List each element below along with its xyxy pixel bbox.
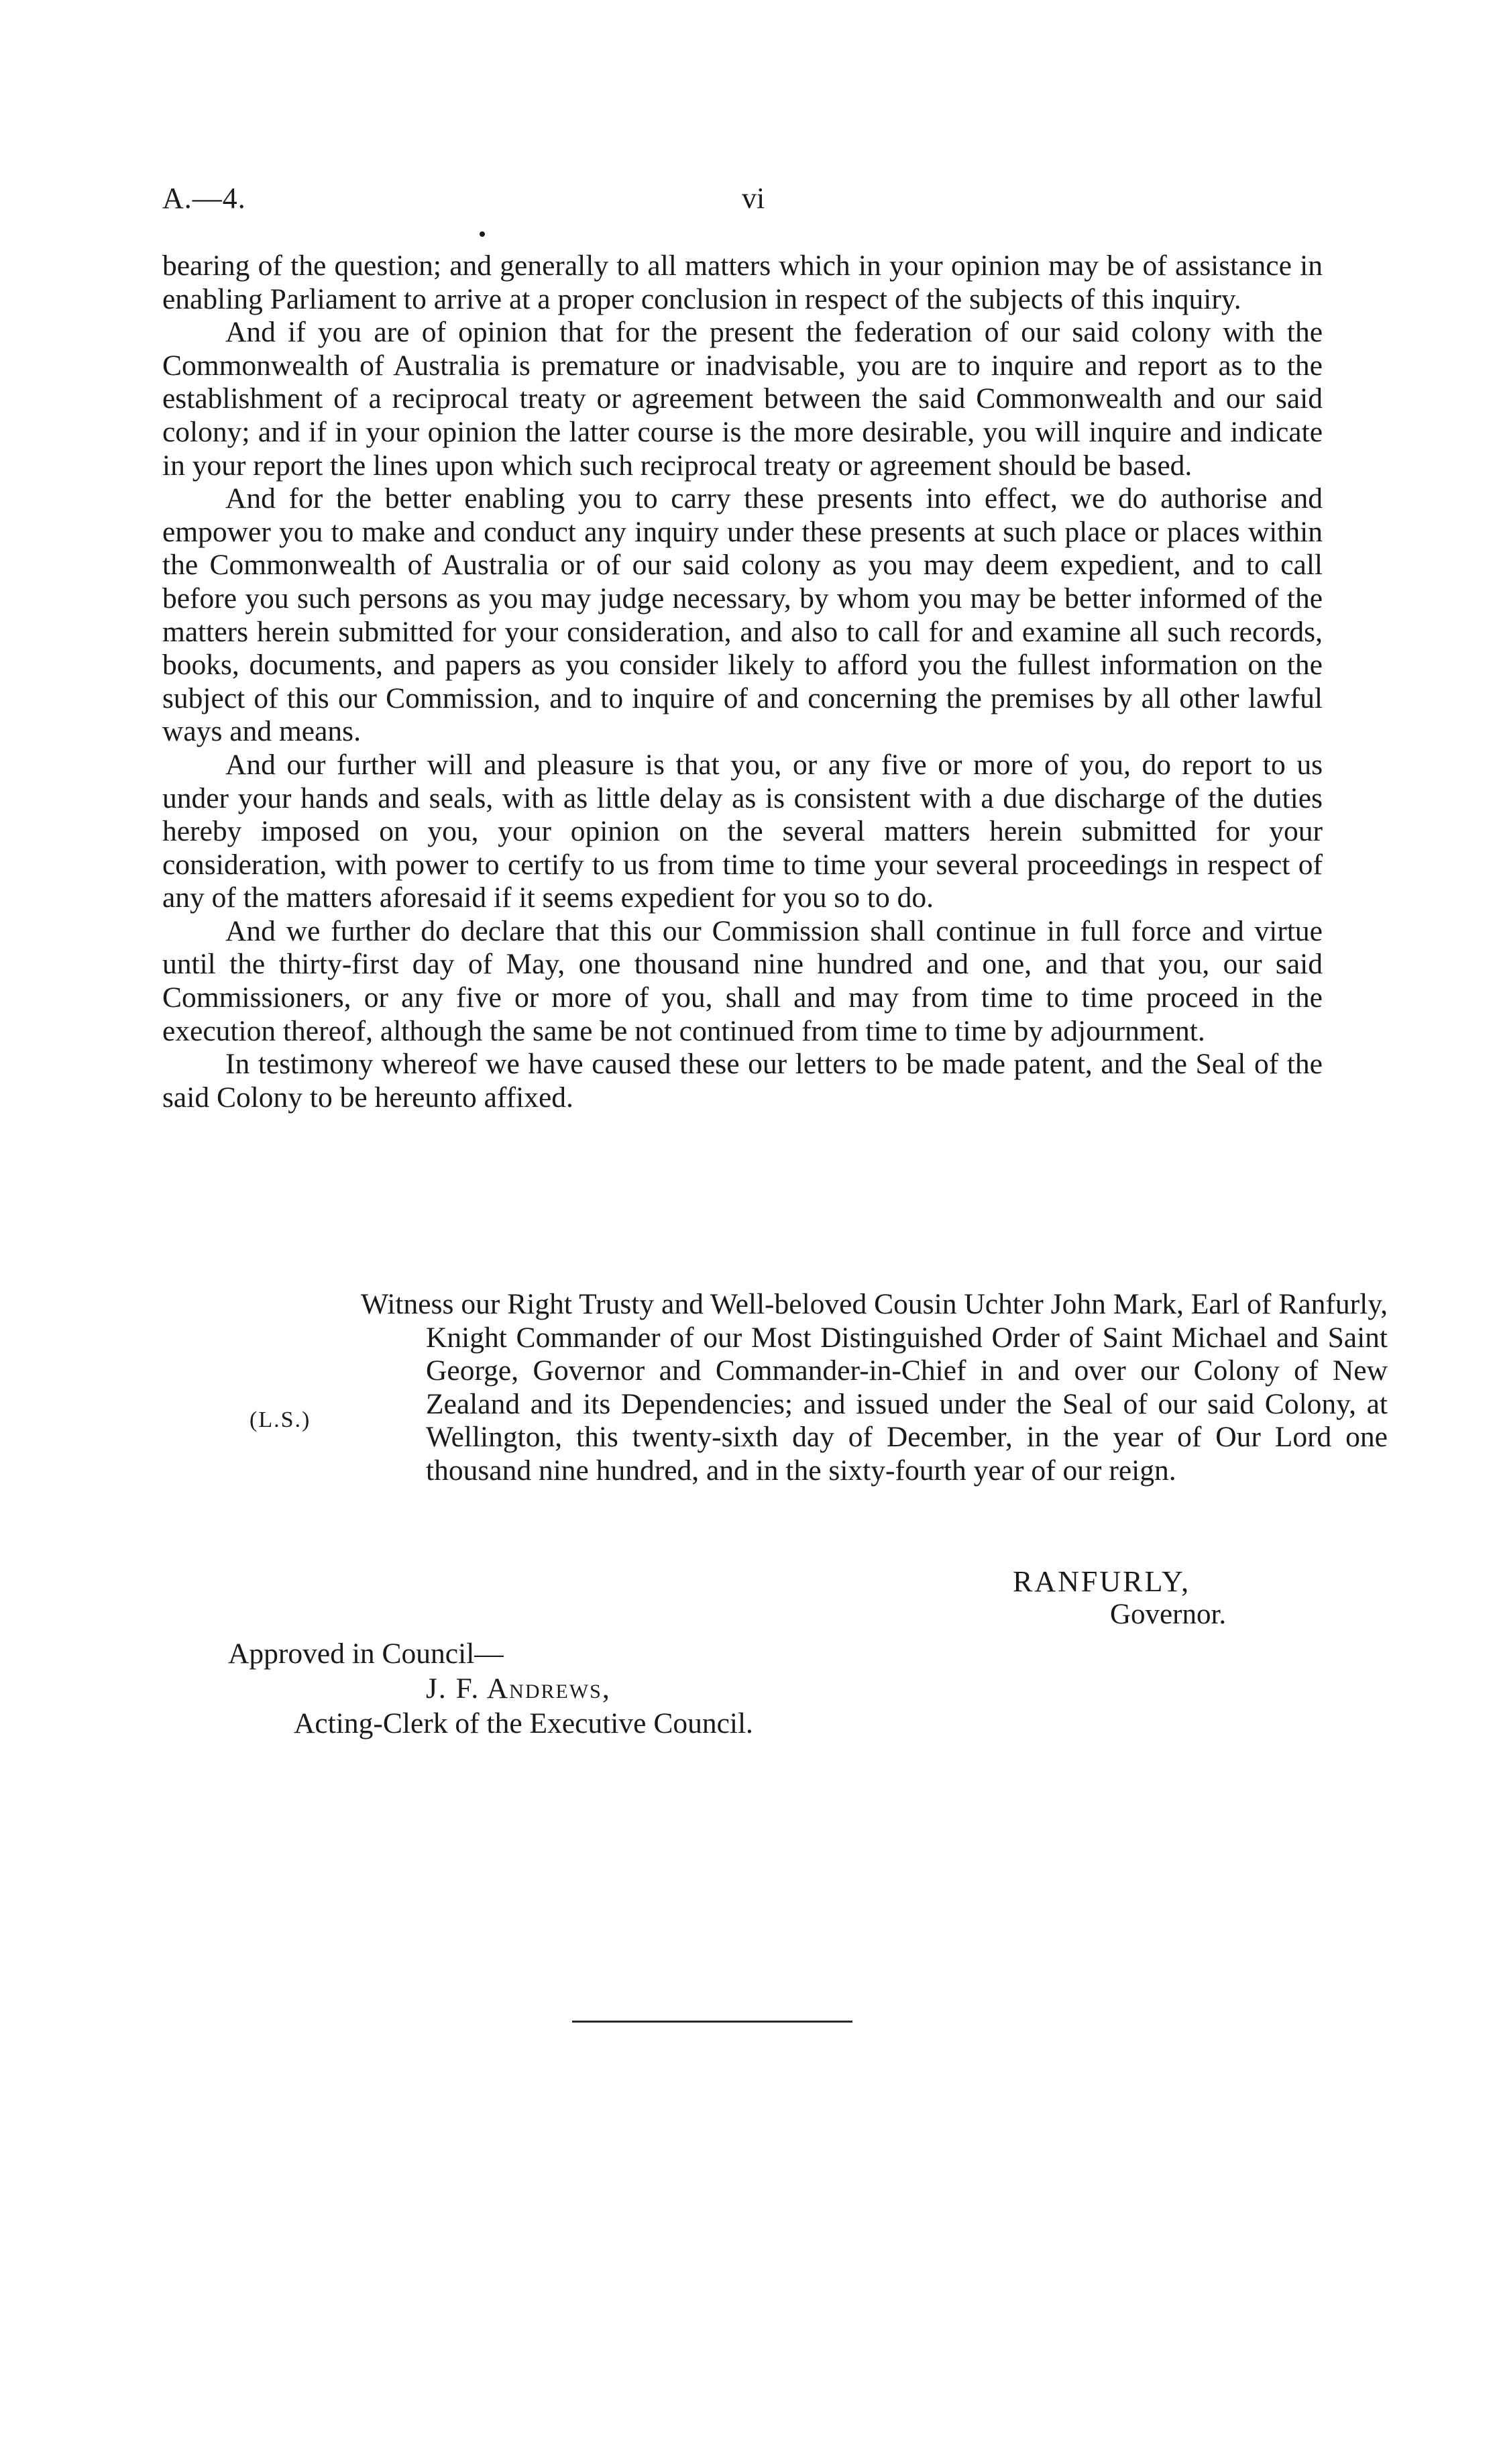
- witness-clause: Witness our Right Trusty and Well-beloved Cousin Uchter John Mark, Earl of Ranfurly, Knight Commander of our Most Distinguished Order of Saint Michael and Saint George, Governor and Commander-in-Chief in and over our Colony of New Zealand and its Dependencies; and issued under the Seal of our said Colony, at Wellington, this twenty-sixth day of December, in the year of Our Lord one thousand nine hundred, and in the sixty-fourth year of our reign.: [361, 1288, 1388, 1487]
- page-number: vi: [742, 182, 765, 215]
- paragraph-testimony: In testimony whereof we have caused these our letters to be made patent, and the Seal of the said Colony to be hereunto affixed.: [162, 1048, 1323, 1114]
- printer-mark-dot: [480, 231, 485, 237]
- clerk-title: Acting-Clerk of the Executive Council.: [294, 1707, 753, 1739]
- governor-signature: RANFURLY,: [1013, 1565, 1191, 1598]
- paragraph-continuation: bearing of the question; and generally to all matters which in your opinion may be of assistance in enabling Parliament to arrive at a proper conclusion in respect of the subjects of this inquiry.: [162, 250, 1323, 315]
- clerk-name: J. F. Andrews,: [426, 1672, 611, 1705]
- paragraph-reciprocal-treaty: And if you are of opinion that for the present the federation of our said colony with the Commonwealth of Australia is premature or inadvisable, you are to inquire and report as to the establishment of a reciprocal treaty or agreement between the said Commonwealth and our said colony; and if in your opinion the latter course is the more desirable, you will inquire and indicate in your report the lines upon which such reciprocal treaty or agreement should be based.: [162, 316, 1323, 482]
- closing-rule: [572, 2021, 852, 2023]
- document-reference: A.—4.: [162, 182, 246, 215]
- paragraph-report-instruction: And our further will and pleasure is that you, or any five or more of you, do report to us under your hands and seals, with as little delay as is consistent with a due discharge of the duties hereby imposed on you, your opinion on the several matters herein submitted for your consideration, with power to certify to us from time to time your several proceedings in respect of any of the matters aforesaid if it seems expedient for you so to do.: [162, 748, 1323, 914]
- governor-title: Governor.: [1110, 1599, 1227, 1630]
- paragraph-powers-of-inquiry: And for the better enabling you to carry these presents into effect, we do authorise and empower you to make and conduct any inquiry under these presents at such place or places within the Commonwealth of Australia or of our said colony as you may deem expedient, and to call before you such persons as you may judge necessary, by whom you may be better informed of the matters herein submitted for your consideration, and also to call for and examine all such records, books, documents, and papers as you consider likely to afford you the fullest information on the subject of this our Commission, and to inquire of and concerning the premises by all other lawful ways and means.: [162, 482, 1323, 748]
- commission-body: [162, 250, 1323, 1114]
- seal-mark: (L.S.): [249, 1407, 311, 1432]
- approved-in-council: Approved in Council—: [228, 1638, 504, 1670]
- paragraph-duration: And we further do declare that this our Commission shall continue in full force and virtue until the thirty-first day of May, one thousand nine hundred and one, and that you, our said Commissioners, or any five or more of you, shall and may from time to time proceed in the execution thereof, although the same be not continued from time to time by adjournment.: [162, 914, 1323, 1047]
